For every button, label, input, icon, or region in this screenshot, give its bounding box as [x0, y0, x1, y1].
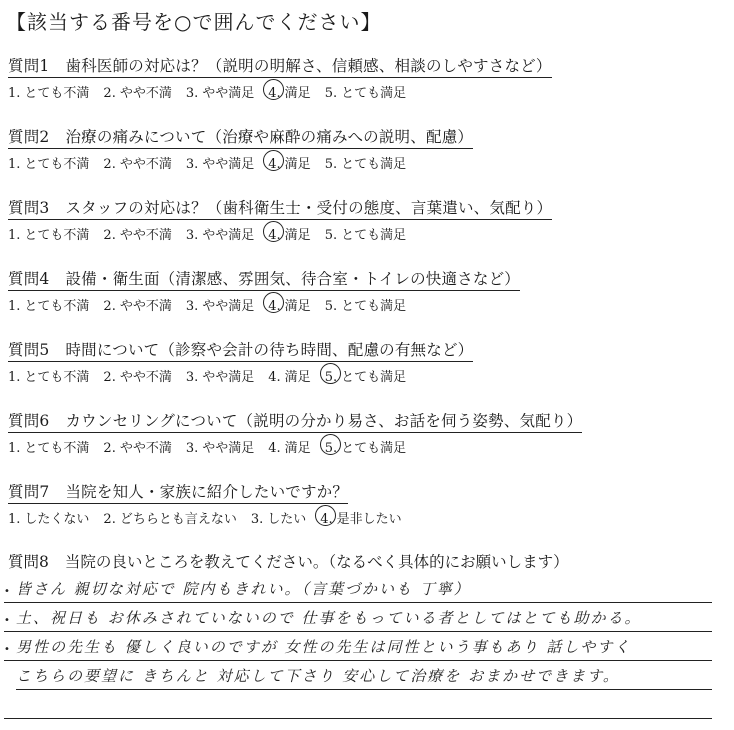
option-label: やや満足 [202, 370, 255, 385]
option-number: 4. [268, 86, 281, 101]
question-text: カウンセリングについて（説明の分かり易さ、お話を伺う姿勢、気配り） [65, 412, 583, 430]
option-label: とても不満 [24, 299, 90, 314]
question-text: 治療の痛みについて（治療や麻酔の痛みへの説明、配慮） [65, 128, 474, 146]
question-1 [8, 54, 728, 101]
option-label: とても不満 [24, 441, 90, 456]
question-title [8, 267, 520, 291]
option-label: とても不満 [24, 157, 90, 172]
answer-line-1-text: 皆さん 親切な対応で 院内もきれい。（言葉づかいも 丁寧） [16, 580, 471, 598]
option-4[interactable] [268, 437, 310, 456]
option-2[interactable] [103, 153, 171, 172]
option-number: 1. [8, 441, 21, 456]
option-number: 3. [185, 228, 199, 243]
question-title [8, 196, 552, 220]
option-number: 5. [324, 228, 338, 243]
answer-line-blank [4, 694, 712, 719]
option-2[interactable] [103, 224, 171, 243]
question-8-number: 質問8 [8, 553, 49, 571]
answer-line-3 [4, 636, 712, 661]
option-2[interactable] [103, 295, 171, 314]
option-label: やや不満 [119, 370, 172, 385]
option-label: やや満足 [202, 441, 255, 456]
option-number: 2. [103, 370, 116, 385]
option-1[interactable] [8, 295, 89, 314]
option-number: 3. [250, 512, 264, 527]
question-5 [8, 338, 728, 385]
answer-line-3-text: 男性の先生も 優しく良いのですが 女性の先生は同性という事もあり 話しやすく [16, 638, 632, 656]
option-number: 4. [268, 157, 281, 172]
question-4 [8, 267, 728, 314]
option-4-circled[interactable] [268, 295, 310, 314]
question-8 [8, 550, 569, 572]
bullet-icon: • [4, 586, 12, 597]
option-1[interactable] [8, 224, 89, 243]
question-6 [8, 409, 728, 456]
question-number: 質問2 [8, 128, 50, 146]
option-label: とても満足 [341, 228, 407, 243]
option-3[interactable] [186, 153, 254, 172]
option-2[interactable] [103, 508, 236, 527]
option-label: とても満足 [341, 157, 407, 172]
question-number: 質問5 [8, 341, 50, 359]
option-number: 1. [8, 228, 21, 243]
option-label: 満足 [284, 157, 311, 172]
option-number: 5. [324, 86, 338, 101]
option-5[interactable] [325, 82, 406, 101]
bullet-icon: • [4, 644, 12, 655]
answer-line-2 [4, 607, 712, 632]
option-label: とても満足 [341, 441, 407, 456]
option-number: 1. [8, 157, 21, 172]
option-number: 5. [324, 157, 338, 172]
option-number: 4. [320, 512, 333, 527]
option-label: とても満足 [341, 370, 407, 385]
option-5[interactable] [325, 295, 406, 314]
option-label: とても不満 [24, 86, 90, 101]
option-number: 4. [268, 228, 281, 243]
answer-options [8, 295, 728, 314]
form-header: 【該当する番号を○で囲んでください】 [6, 10, 382, 34]
option-label: とても不満 [24, 370, 90, 385]
option-number: 1. [8, 299, 21, 314]
option-4-circled[interactable] [268, 224, 310, 243]
option-number: 2. [103, 86, 116, 101]
option-number: 3. [185, 441, 199, 456]
option-number: 1. [8, 512, 21, 527]
question-number: 質問7 [8, 483, 50, 501]
question-title [8, 480, 348, 504]
option-label: やや満足 [202, 86, 255, 101]
answer-line-2-text: 土、祝日も お休みされていないので 仕事をもっている者としてはとても助かる。 [16, 609, 642, 627]
bullet-icon: • [4, 615, 12, 626]
answer-options [8, 366, 728, 385]
option-label: とても不満 [24, 228, 90, 243]
option-number: 5. [324, 299, 338, 314]
option-label: 満足 [284, 370, 311, 385]
option-number: 2. [103, 512, 116, 527]
option-label: やや不満 [119, 228, 172, 243]
option-label: したくない [24, 512, 90, 527]
question-title [8, 338, 473, 362]
option-5[interactable] [325, 224, 406, 243]
option-number: 5. [324, 370, 338, 385]
answer-line-4 [16, 665, 712, 690]
answer-line-1 [4, 578, 712, 603]
option-label: 満足 [284, 228, 311, 243]
option-number: 1. [8, 370, 21, 385]
option-number: 2. [103, 157, 116, 172]
option-3[interactable] [186, 437, 254, 456]
option-3[interactable] [186, 295, 254, 314]
question-text: スタッフの対応は？（歯科衛生士・受付の態度、言葉遣い、気配り） [65, 199, 553, 217]
option-label: やや不満 [119, 299, 172, 314]
question-text: 歯科医師の対応は？（説明の明解さ、信頼感、相談のしやすさなど） [65, 57, 552, 75]
option-1[interactable] [8, 508, 89, 527]
option-label: とても満足 [341, 299, 407, 314]
option-3[interactable] [251, 508, 306, 527]
answer-options [8, 508, 728, 527]
option-5[interactable] [325, 153, 406, 172]
option-number: 4. [268, 370, 281, 385]
option-5-circled[interactable] [325, 437, 406, 456]
question-text: 時間について（診察や会計の待ち時間、配慮の有無など） [65, 341, 474, 359]
option-label: どちらとも言えない [119, 512, 237, 527]
option-2[interactable] [103, 82, 171, 101]
question-7 [8, 480, 728, 527]
answer-line-4-text: こちらの要望に きちんと 対応して下さり 安心して治療を おまかせできます。 [16, 667, 620, 685]
option-label: やや不満 [119, 86, 172, 101]
option-label: やや満足 [202, 299, 255, 314]
option-label: やや不満 [119, 157, 172, 172]
option-number: 5. [324, 441, 338, 456]
option-label: したい [267, 512, 307, 527]
option-4-circled[interactable] [268, 82, 310, 101]
option-1[interactable] [8, 153, 89, 172]
option-number: 2. [103, 228, 116, 243]
option-4-circled[interactable] [268, 153, 310, 172]
answer-options [8, 153, 728, 172]
question-number: 質問4 [8, 270, 50, 288]
option-number: 2. [103, 441, 116, 456]
option-number: 4. [268, 299, 281, 314]
question-title [8, 54, 552, 78]
option-3[interactable] [186, 82, 254, 101]
option-4-circled[interactable] [320, 508, 401, 527]
answer-options [8, 82, 728, 101]
option-label: やや満足 [202, 157, 255, 172]
option-5-circled[interactable] [325, 366, 406, 385]
option-label: やや不満 [119, 441, 172, 456]
question-3 [8, 196, 728, 243]
free-answer-area[interactable] [0, 578, 734, 730]
question-number: 質問3 [8, 199, 50, 217]
option-3[interactable] [186, 366, 254, 385]
option-label: 満足 [284, 441, 311, 456]
option-1[interactable] [8, 366, 89, 385]
option-1[interactable] [8, 82, 89, 101]
option-4[interactable] [268, 366, 310, 385]
question-8-title: 当院の良いところを教えてください。（なるべく具体的にお願いします） [64, 553, 569, 571]
answer-options [8, 437, 728, 456]
option-number: 3. [185, 370, 199, 385]
question-title [8, 125, 473, 149]
option-number: 1. [8, 86, 21, 101]
option-label: 満足 [284, 86, 311, 101]
question-text: 当院を知人・家族に紹介したいですか？ [65, 483, 349, 501]
option-label: 満足 [284, 299, 311, 314]
question-number: 質問1 [8, 57, 50, 75]
option-number: 2. [103, 299, 116, 314]
question-text: 設備・衛生面（清潔感、雰囲気、待合室・トイレの快適さなど） [65, 270, 520, 288]
option-number: 4. [268, 441, 281, 456]
question-number: 質問6 [8, 412, 50, 430]
option-3[interactable] [186, 224, 254, 243]
question-2 [8, 125, 728, 172]
answer-options [8, 224, 728, 243]
option-label: やや満足 [202, 228, 255, 243]
option-1[interactable] [8, 437, 89, 456]
option-number: 3. [185, 299, 199, 314]
option-label: とても満足 [341, 86, 407, 101]
question-title [8, 409, 582, 433]
option-2[interactable] [103, 437, 171, 456]
option-2[interactable] [103, 366, 171, 385]
option-number: 3. [185, 157, 199, 172]
option-number: 3. [185, 86, 199, 101]
option-label: 是非したい [336, 512, 402, 527]
